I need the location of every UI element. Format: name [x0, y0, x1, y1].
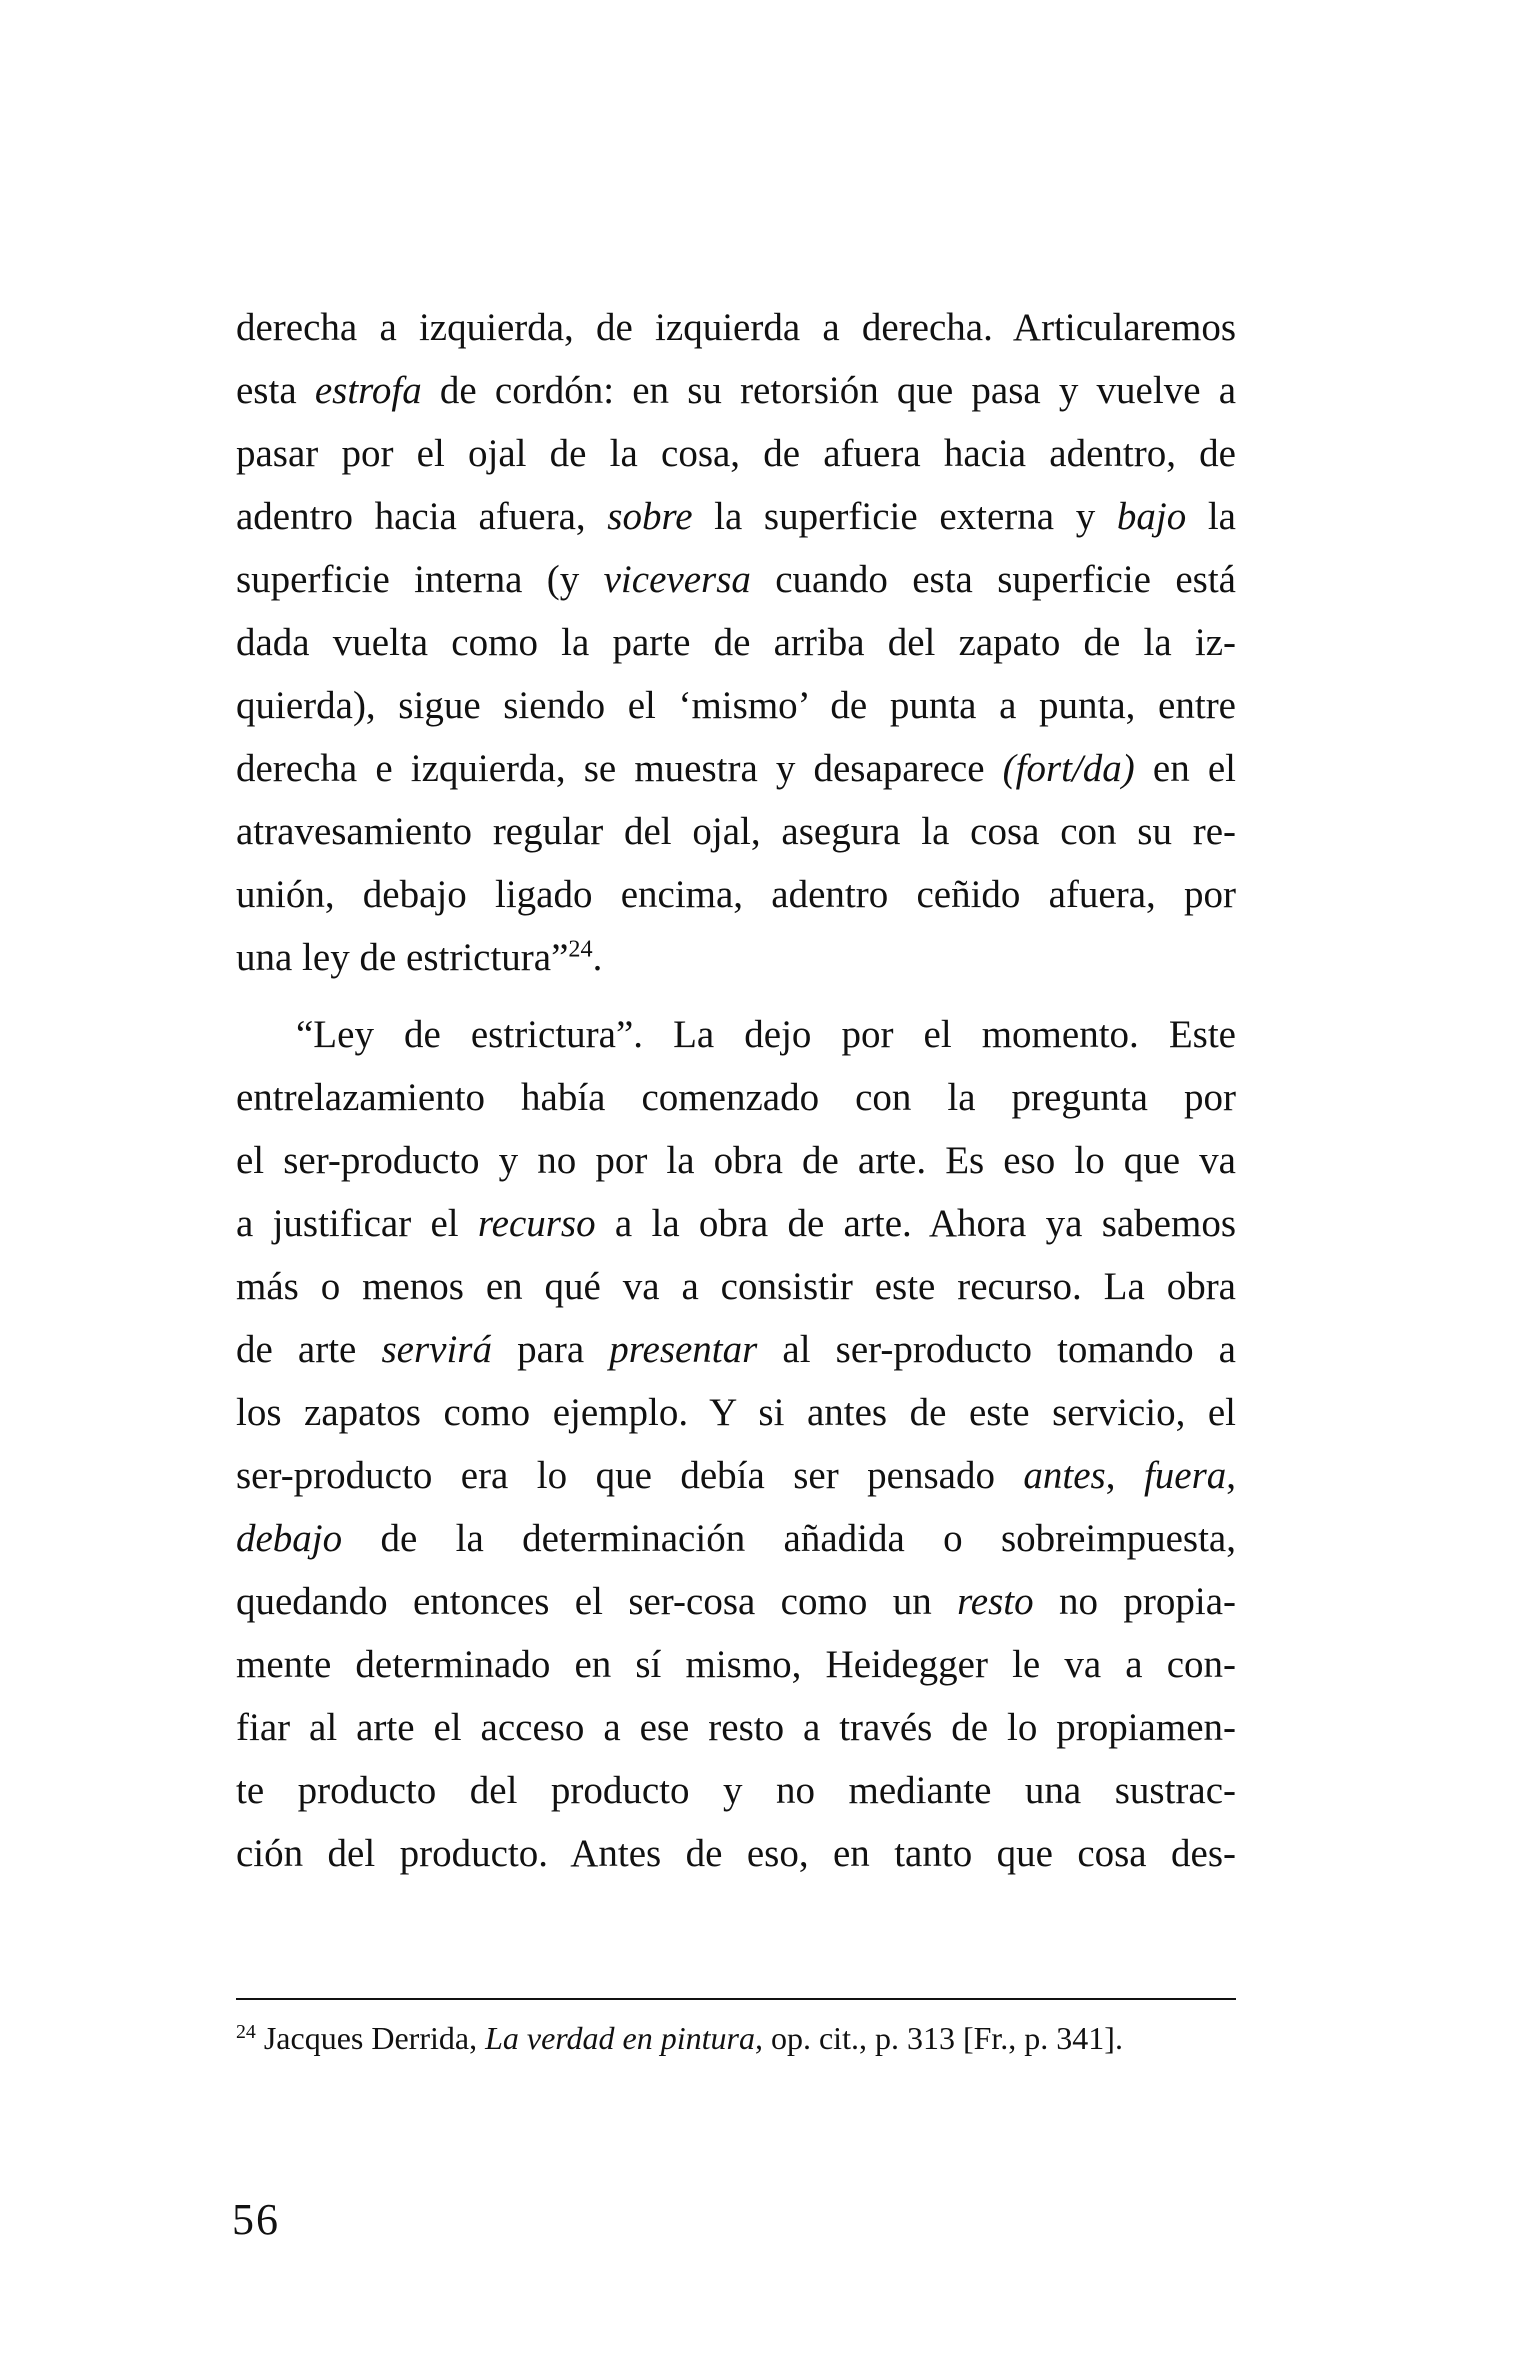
text-line: te producto del producto y no mediante una sustrac-: [236, 1769, 1236, 1812]
text-line: unión, debajo ligado encima, adentro ceñido afuera, por: [236, 873, 1236, 916]
text-line: atravesamiento regular del ojal, asegura la cosa con su re-: [236, 810, 1236, 853]
footnote-divider: [236, 1998, 1236, 2000]
text-line: superficie interna (y viceversa cuando esta superficie está: [236, 558, 1236, 601]
text-line: pasar por el ojal de la cosa, de afuera hacia adentro, de: [236, 432, 1236, 475]
text-line: una ley de estrictura”$^{24}$.: [236, 935, 603, 979]
body-text: [236, 296, 1236, 1885]
text-line: ser-producto era lo que debía ser pensado antes, fuera,: [236, 1454, 1237, 1497]
text-line: más o menos en qué va a consistir este recurso. La obra: [236, 1265, 1236, 1308]
text-line: esta estrofa de cordón: en su retorsión que pasa y vuelve a: [236, 369, 1237, 412]
text-line: quedando entonces el ser-cosa como un resto no propia-: [236, 1580, 1236, 1623]
text-line: mente determinado en sí mismo, Heidegger le va a con-: [236, 1643, 1236, 1686]
text-line: quierda), sigue siendo el ‘mismo’ de punta a punta, entre: [236, 684, 1236, 727]
text-line: a justificar el recurso a la obra de arte. Ahora ya sabemos: [236, 1202, 1237, 1245]
text-line: entrelazamiento había comenzado con la pregunta por: [236, 1076, 1236, 1119]
footnote-number: 24: [236, 2021, 256, 2044]
footnote-reference[interactable]: 24: [568, 935, 593, 963]
text-line: debajo de la determinación añadida o sobreimpuesta,: [236, 1517, 1236, 1560]
text-line: derecha e izquierda, se muestra y desaparece (fort/da) en el: [236, 747, 1236, 790]
text-line: fiar al arte el acceso a ese resto a través de lo propiamen-: [236, 1706, 1236, 1749]
text-line: derecha a izquierda, de izquierda a derecha. Articularemos: [236, 306, 1236, 349]
footnote-citation: op. cit., p. 313 [Fr., p. 341].: [762, 2020, 1123, 2056]
text-line: el ser-producto y no por la obra de arte. Es eso lo que va: [236, 1139, 1236, 1182]
page-number: 56: [232, 2195, 280, 2244]
text-line: adentro hacia afuera, sobre la superficie externa y bajo la: [236, 495, 1236, 538]
footnote-title: La verdad en pintura,: [485, 2020, 763, 2056]
text-line: dada vuelta como la parte de arriba del zapato de la iz-: [236, 621, 1236, 664]
footnote: [236, 2014, 1236, 2062]
text-line: ción del producto. Antes de eso, en tanto que cosa des-: [236, 1832, 1236, 1875]
text-line: los zapatos como ejemplo. Y si antes de este servicio, el: [236, 1391, 1236, 1434]
text-line: de arte servirá para presentar al ser-producto tomando a: [236, 1328, 1236, 1371]
text-line: “Ley de estrictura”. La dejo por el momento. Este: [296, 1013, 1236, 1056]
footnote-author: Jacques Derrida,: [255, 2020, 486, 2056]
